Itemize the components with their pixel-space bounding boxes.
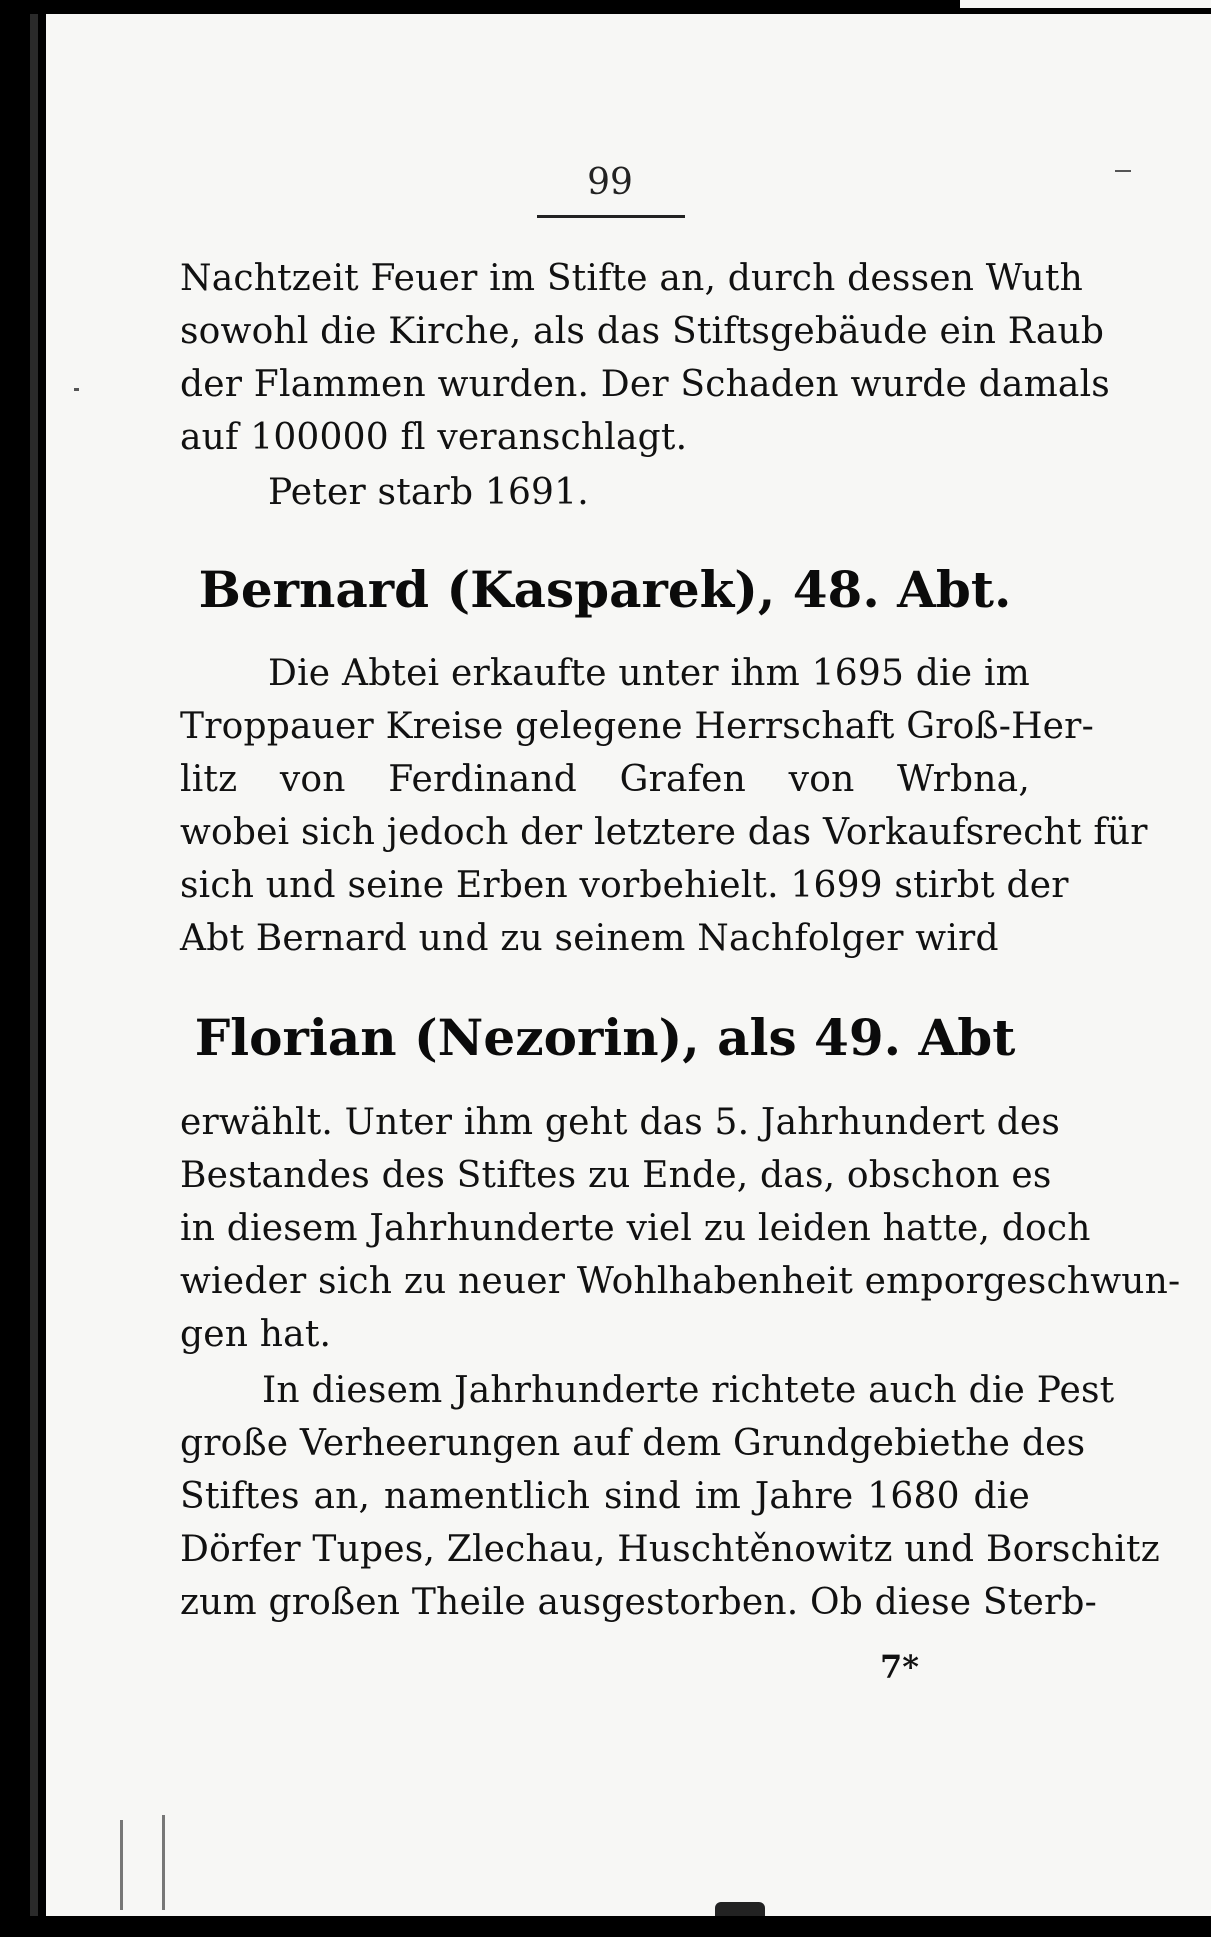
text-line: Dörfer Tupes, Zlechau, Huschtěnowitz und Borschitz [180,1529,1160,1570]
text-line: erwählt. Unter ihm geht das 5. Jahrhundert des [180,1102,1061,1143]
scan-top-edge [0,0,960,14]
scan-speck [1115,170,1131,172]
text-line: sowohl die Kirche, als das Stiftsgebäude ein Raub [180,311,1105,352]
text-line: große Verheerungen auf dem Grundgebiethe des [180,1423,1086,1464]
scan-left-edge [0,0,46,1937]
text-line: Nachtzeit Feuer im Stifte an, durch dessen Wuth [180,258,1083,299]
scan-bottom-edge [0,1916,1211,1937]
text-line: Stiftes an, namentlich sind im Jahre 1680 die [180,1476,1030,1517]
text-line: Bestandes des Stiftes zu Ende, das, obschon es [180,1155,1052,1196]
text-line: der Flammen wurden. Der Schaden wurde damals [180,364,1110,405]
page-number: 99 [587,162,633,203]
scan-smudge [715,1902,765,1916]
section-heading: Bernard (Kasparek), 48. Abt. [198,560,1012,619]
scan-speck [74,388,79,391]
text-line: auf 100000 fl veranschlagt. [180,417,688,458]
page-number-rule [537,215,685,218]
text-line: wieder sich zu neuer Wohlhabenheit emporgeschwun- [180,1261,1181,1302]
text-line: Troppauer Kreise gelegene Herrschaft Groß-Her- [180,706,1094,747]
text-line: Abt Bernard und zu seinem Nachfolger wird [180,918,999,959]
text-line: wobei sich jedoch der letztere das Vorkaufsrecht für [180,812,1148,853]
text-line: litz von Ferdinand Grafen von Wrbna, [180,759,1030,800]
scan-streak [162,1815,165,1910]
signature-mark: 7* [880,1648,919,1686]
section-heading: Florian (Nezorin), als 49. Abt [194,1008,1016,1067]
text-line: zum großen Theile ausgestorben. Ob diese Sterb- [180,1582,1097,1623]
text-line: Die Abtei erkaufte unter ihm 1695 die im [268,653,1030,694]
scan-streak [120,1820,123,1910]
text-line: Peter starb 1691. [268,472,589,513]
text-line: in diesem Jahrhunderte viel zu leiden hatte, doch [180,1208,1091,1249]
text-line: sich und seine Erben vorbehielt. 1699 stirbt der [180,865,1069,906]
book-page [46,14,1211,1930]
text-line: In diesem Jahrhunderte richtete auch die Pest [262,1370,1115,1411]
text-line: gen hat. [180,1314,332,1355]
